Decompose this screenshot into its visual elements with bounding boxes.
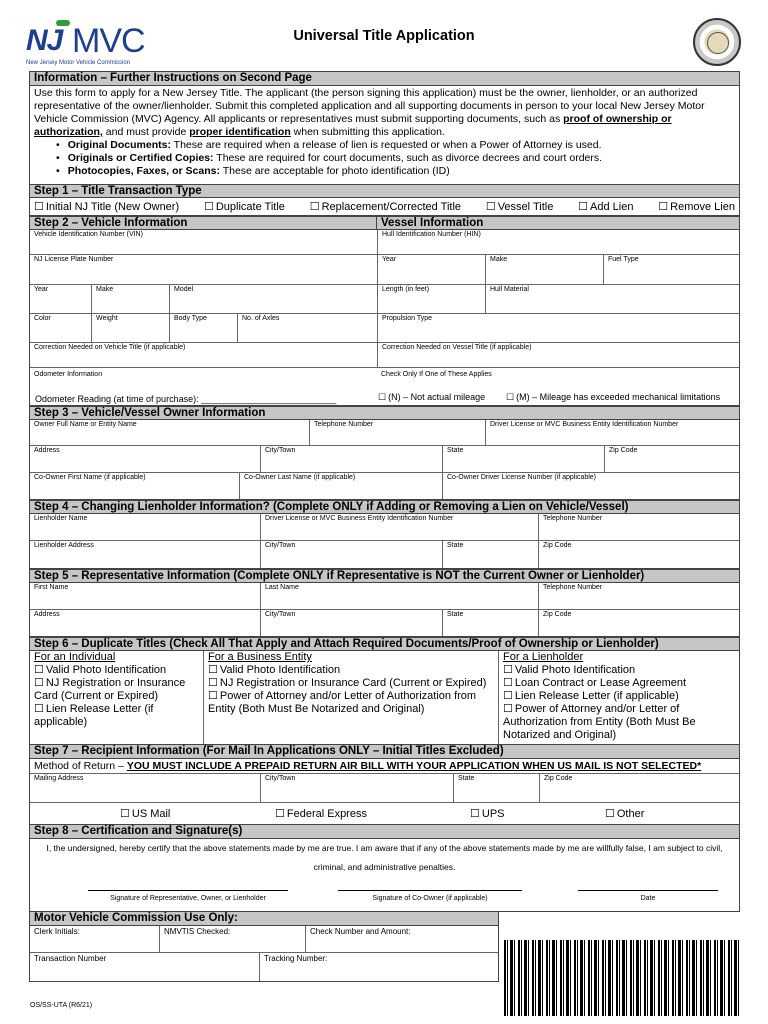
field-body-type[interactable]: Body Type bbox=[170, 314, 238, 342]
step2-fields bbox=[29, 230, 740, 406]
field-lienholder-phone[interactable]: Telephone Number bbox=[543, 515, 603, 522]
page-header bbox=[0, 0, 768, 72]
field-tracking-number[interactable]: Tracking Number: bbox=[264, 954, 328, 963]
field-plate[interactable]: NJ License Plate Number bbox=[30, 255, 378, 284]
field-coowner-last[interactable]: Co-Owner Last Name (if applicable) bbox=[240, 473, 443, 499]
check-only-label: Check Only If One of These Applies bbox=[381, 371, 492, 378]
step8-section bbox=[29, 839, 740, 912]
lienholder-column bbox=[499, 651, 739, 744]
method-label: Method of Return – bbox=[34, 760, 127, 772]
field-rep-city[interactable]: City/Town bbox=[261, 610, 443, 636]
business-column bbox=[204, 651, 499, 744]
checkbox-ups[interactable]: ☐ UPS bbox=[470, 807, 605, 820]
info-ident: proper identification bbox=[189, 126, 291, 138]
field-rep-phone[interactable]: Telephone Number bbox=[543, 584, 603, 591]
checkbox-mileage-exceeded[interactable]: ☐ (M) – Mileage has exceeded mechanical limitations bbox=[506, 392, 720, 403]
return-options bbox=[30, 803, 739, 824]
info-text-1: Use this form to apply for a New Jersey Title. The applicant (the person signing this application) must be the owner, lienholder, or an authorized representative of the owner/lienholder. Submit this completed application and all supporting documents in person to your local New Jersey Motor Vehicle Commission (MVC) Agency. All applicants or representatives must submit supporting documents, such as bbox=[34, 87, 705, 125]
field-lienholder-city[interactable]: City/Town bbox=[261, 541, 443, 568]
info-heading: Information – Further Instructions on Second Page bbox=[29, 71, 740, 86]
signature-line-rep[interactable] bbox=[88, 890, 288, 891]
logo-nj: NJ bbox=[26, 24, 63, 57]
individual-title: For an Individual bbox=[34, 651, 116, 663]
checkbox-lien-photo-id[interactable]: ☐ Valid Photo Identification bbox=[503, 664, 735, 677]
field-coowner-first[interactable]: Co-Owner First Name (if applicable) bbox=[30, 473, 240, 499]
field-owner-phone[interactable]: Telephone Number bbox=[310, 420, 486, 445]
logo-subtitle: New Jersey Motor Vehicle Commission bbox=[26, 60, 131, 66]
date-label: Date bbox=[640, 895, 656, 902]
field-rep-first[interactable]: First Name bbox=[30, 583, 261, 609]
field-coowner-license[interactable]: Co-Owner Driver License Number (if applicable) bbox=[447, 474, 596, 481]
bullet-term: Original Documents: bbox=[67, 139, 171, 151]
certification-text: I, the undersigned, hereby certify that the above statements made by me are true. I am aware that if any of the above statements made by me are willfully false, I am subject to civil, criminal, and administrative penalties. bbox=[46, 843, 723, 872]
individual-column bbox=[30, 651, 204, 744]
info-text-2: and must provide bbox=[102, 126, 190, 138]
field-lienholder-name[interactable]: Lienholder Name bbox=[30, 514, 261, 540]
title-application-form bbox=[29, 71, 740, 982]
checkbox-remove-lien[interactable]: ☐ Remove Lien bbox=[658, 200, 735, 213]
field-rep-zip[interactable]: Zip Code bbox=[543, 611, 572, 618]
bullet-text: These are required when a release of lien is requested or when a Power of Attorney is used. bbox=[170, 139, 602, 151]
checkbox-ind-registration[interactable]: ☐ NJ Registration or Insurance Card (Current or Expired) bbox=[34, 677, 199, 703]
step7-fields bbox=[29, 759, 740, 825]
info-body bbox=[29, 86, 740, 184]
checkbox-initial-title[interactable]: ☐ Initial NJ Title (New Owner) bbox=[34, 200, 179, 213]
odometer-reading-field[interactable]: Odometer Reading (at time of purchase): ___________________________ bbox=[35, 394, 337, 404]
field-model[interactable]: Model bbox=[170, 285, 378, 313]
field-length[interactable]: Length (in feet) bbox=[378, 285, 486, 313]
field-mailing-zip[interactable]: Zip Code bbox=[544, 775, 573, 782]
checkbox-other[interactable]: ☐ Other bbox=[605, 807, 644, 820]
checkbox-lien-power-of-attorney[interactable]: ☐ Power of Attorney and/or Letter of Authorization from Entity (Both Must Be Notarized and Original) bbox=[503, 703, 735, 742]
checkbox-lien-loan-contract[interactable]: ☐ Loan Contract or Lease Agreement bbox=[503, 677, 735, 690]
step3-fields bbox=[29, 420, 740, 500]
form-number: OS/SS-UTA (R6/21) bbox=[30, 1002, 93, 1009]
field-correction-vessel[interactable]: Correction Needed on Vessel Title (if applicable) bbox=[382, 344, 532, 351]
field-lienholder-state[interactable]: State bbox=[443, 541, 539, 568]
signature-coowner-label: Signature of Co-Owner (if applicable) bbox=[372, 895, 488, 902]
field-mailing-state[interactable]: State bbox=[454, 774, 540, 802]
field-correction-vehicle[interactable]: Correction Needed on Vehicle Title (if applicable) bbox=[30, 343, 378, 367]
field-owner-license[interactable]: Driver License or MVC Business Entity Identification Number bbox=[490, 421, 679, 428]
step5-fields bbox=[29, 583, 740, 637]
field-year[interactable]: Year bbox=[30, 285, 92, 313]
lienholder-title: For a Lienholder bbox=[503, 651, 584, 663]
method-of-return bbox=[30, 759, 739, 774]
field-owner-city[interactable]: City/Town bbox=[261, 446, 443, 472]
field-lienholder-address[interactable]: Lienholder Address bbox=[30, 541, 261, 568]
field-vessel-make[interactable]: Make bbox=[486, 255, 604, 284]
step6-options bbox=[29, 651, 740, 745]
field-make[interactable]: Make bbox=[92, 285, 170, 313]
step1-heading: Step 1 – Title Transaction Type bbox=[29, 184, 740, 198]
field-transaction-number[interactable]: Transaction Number bbox=[30, 953, 260, 981]
field-owner-name[interactable]: Owner Full Name or Entity Name bbox=[30, 420, 310, 445]
field-weight[interactable]: Weight bbox=[92, 314, 170, 342]
field-hin[interactable]: Hull Identification Number (HIN) bbox=[382, 231, 481, 238]
field-nmvtis[interactable]: NMVTIS Checked: bbox=[160, 926, 306, 952]
step3-heading: Step 3 – Vehicle/Vessel Owner Information bbox=[29, 406, 740, 420]
bullet-term: Photocopies, Faxes, or Scans: bbox=[67, 165, 220, 177]
field-clerk-initials[interactable]: Clerk Initials: bbox=[30, 926, 160, 952]
step4-fields bbox=[29, 514, 740, 569]
bullet-item bbox=[67, 152, 735, 165]
field-owner-address[interactable]: Address bbox=[30, 446, 261, 472]
field-mailing-city[interactable]: City/Town bbox=[261, 774, 454, 802]
field-rep-last[interactable]: Last Name bbox=[261, 583, 539, 609]
barcode-image bbox=[504, 940, 740, 1016]
field-owner-state[interactable]: State bbox=[443, 446, 605, 472]
checkbox-federal-express[interactable]: ☐ Federal Express bbox=[275, 807, 470, 820]
checkbox-replacement-title[interactable]: ☐ Replacement/Corrected Title bbox=[310, 200, 461, 213]
field-rep-state[interactable]: State bbox=[443, 610, 539, 636]
vessel-heading: Vessel Information bbox=[377, 216, 740, 230]
checkbox-add-lien[interactable]: ☐ Add Lien bbox=[578, 200, 633, 213]
bullet-term: Originals or Certified Copies: bbox=[67, 152, 214, 164]
checkbox-bus-power-of-attorney[interactable]: ☐ Power of Attorney and/or Letter of Authorization from Entity (Both Must Be Notarized and Original) bbox=[208, 690, 494, 716]
checkbox-bus-registration[interactable]: ☐ NJ Registration or Insurance Card (Current or Expired) bbox=[208, 677, 494, 690]
checkbox-ind-photo-id[interactable]: ☐ Valid Photo Identification bbox=[34, 664, 199, 677]
field-rep-address[interactable]: Address bbox=[30, 610, 261, 636]
signature-line-coowner[interactable] bbox=[338, 890, 522, 891]
info-text-3: when submitting this application. bbox=[290, 126, 445, 138]
field-fuel-type[interactable]: Fuel Type bbox=[608, 256, 639, 263]
checkbox-us-mail[interactable]: ☐ US Mail bbox=[120, 807, 275, 820]
field-axles[interactable]: No. of Axles bbox=[238, 314, 378, 342]
field-color[interactable]: Color bbox=[30, 314, 92, 342]
odometer-section bbox=[30, 368, 739, 406]
page-title: Universal Title Application bbox=[293, 28, 475, 44]
step1-options bbox=[29, 198, 740, 216]
logo-mvc: MVC bbox=[72, 22, 145, 60]
field-owner-zip[interactable]: Zip Code bbox=[609, 447, 638, 454]
step6-heading: Step 6 – Duplicate Titles (Check All That Apply and Attach Required Documents/Proof of Ownership or Lienholder) bbox=[29, 637, 740, 651]
step5-heading: Step 5 – Representative Information (Complete ONLY if Representative is NOT the Current Owner or Lienholder) bbox=[29, 569, 740, 583]
field-propulsion[interactable]: Propulsion Type bbox=[382, 315, 433, 322]
signature-rep-label: Signature of Representative, Owner, or Lienholder bbox=[110, 895, 266, 902]
checkbox-not-actual-mileage[interactable]: ☐ (N) – Not actual mileage bbox=[378, 392, 485, 403]
step2-heading: Step 2 – Vehicle Information bbox=[29, 216, 377, 230]
office-heading: Motor Vehicle Commission Use Only: bbox=[29, 912, 499, 926]
checkbox-duplicate-title[interactable]: ☐ Duplicate Title bbox=[204, 200, 285, 213]
bullet-text: These are required for court documents, such as divorce decrees and court orders. bbox=[213, 152, 603, 164]
office-fields bbox=[29, 926, 499, 982]
checkbox-ind-lien-release[interactable]: ☐ Lien Release Letter (if applicable) bbox=[34, 703, 199, 729]
bullet-item bbox=[67, 139, 735, 152]
field-check-number[interactable]: Check Number and Amount: bbox=[310, 927, 411, 936]
bullet-text: These are acceptable for photo identification (ID) bbox=[219, 165, 450, 177]
method-warning: YOU MUST INCLUDE A PREPAID RETURN AIR BILL WITH YOUR APPLICATION WHEN US MAIL IS NOT SELECTED* bbox=[126, 760, 702, 772]
info-proof: proof of ownership or authorization, bbox=[34, 113, 672, 138]
odometer-label: Odometer Information bbox=[34, 371, 103, 378]
info-bullets bbox=[34, 139, 735, 178]
state-seal-icon bbox=[693, 18, 741, 66]
checkbox-bus-photo-id[interactable]: ☐ Valid Photo Identification bbox=[208, 664, 494, 677]
step8-heading: Step 8 – Certification and Signature(s) bbox=[29, 825, 740, 839]
field-hull-material[interactable]: Hull Material bbox=[490, 286, 529, 293]
field-mailing-address[interactable]: Mailing Address bbox=[30, 774, 261, 802]
bullet-item bbox=[67, 165, 735, 178]
checkbox-vessel-title[interactable]: ☐ Vessel Title bbox=[486, 200, 554, 213]
checkbox-lien-release[interactable]: ☐ Lien Release Letter (if applicable) bbox=[503, 690, 735, 703]
field-lienholder-zip[interactable]: Zip Code bbox=[543, 542, 572, 549]
step7-heading: Step 7 – Recipient Information (For Mail In Applications ONLY – Initial Titles Excluded) bbox=[29, 745, 740, 759]
field-lienholder-license[interactable]: Driver License or MVC Business Entity Identification Number bbox=[261, 514, 539, 540]
field-vin[interactable]: Vehicle Identification Number (VIN) bbox=[30, 230, 378, 254]
date-line[interactable] bbox=[578, 890, 718, 891]
field-vessel-year[interactable]: Year bbox=[378, 255, 486, 284]
step4-heading: Step 4 – Changing Lienholder Information? (Complete ONLY if Adding or Removing a Lien on Vehicle/Vessel) bbox=[29, 500, 740, 514]
step2-headings bbox=[29, 216, 740, 230]
business-title: For a Business Entity bbox=[208, 651, 312, 663]
